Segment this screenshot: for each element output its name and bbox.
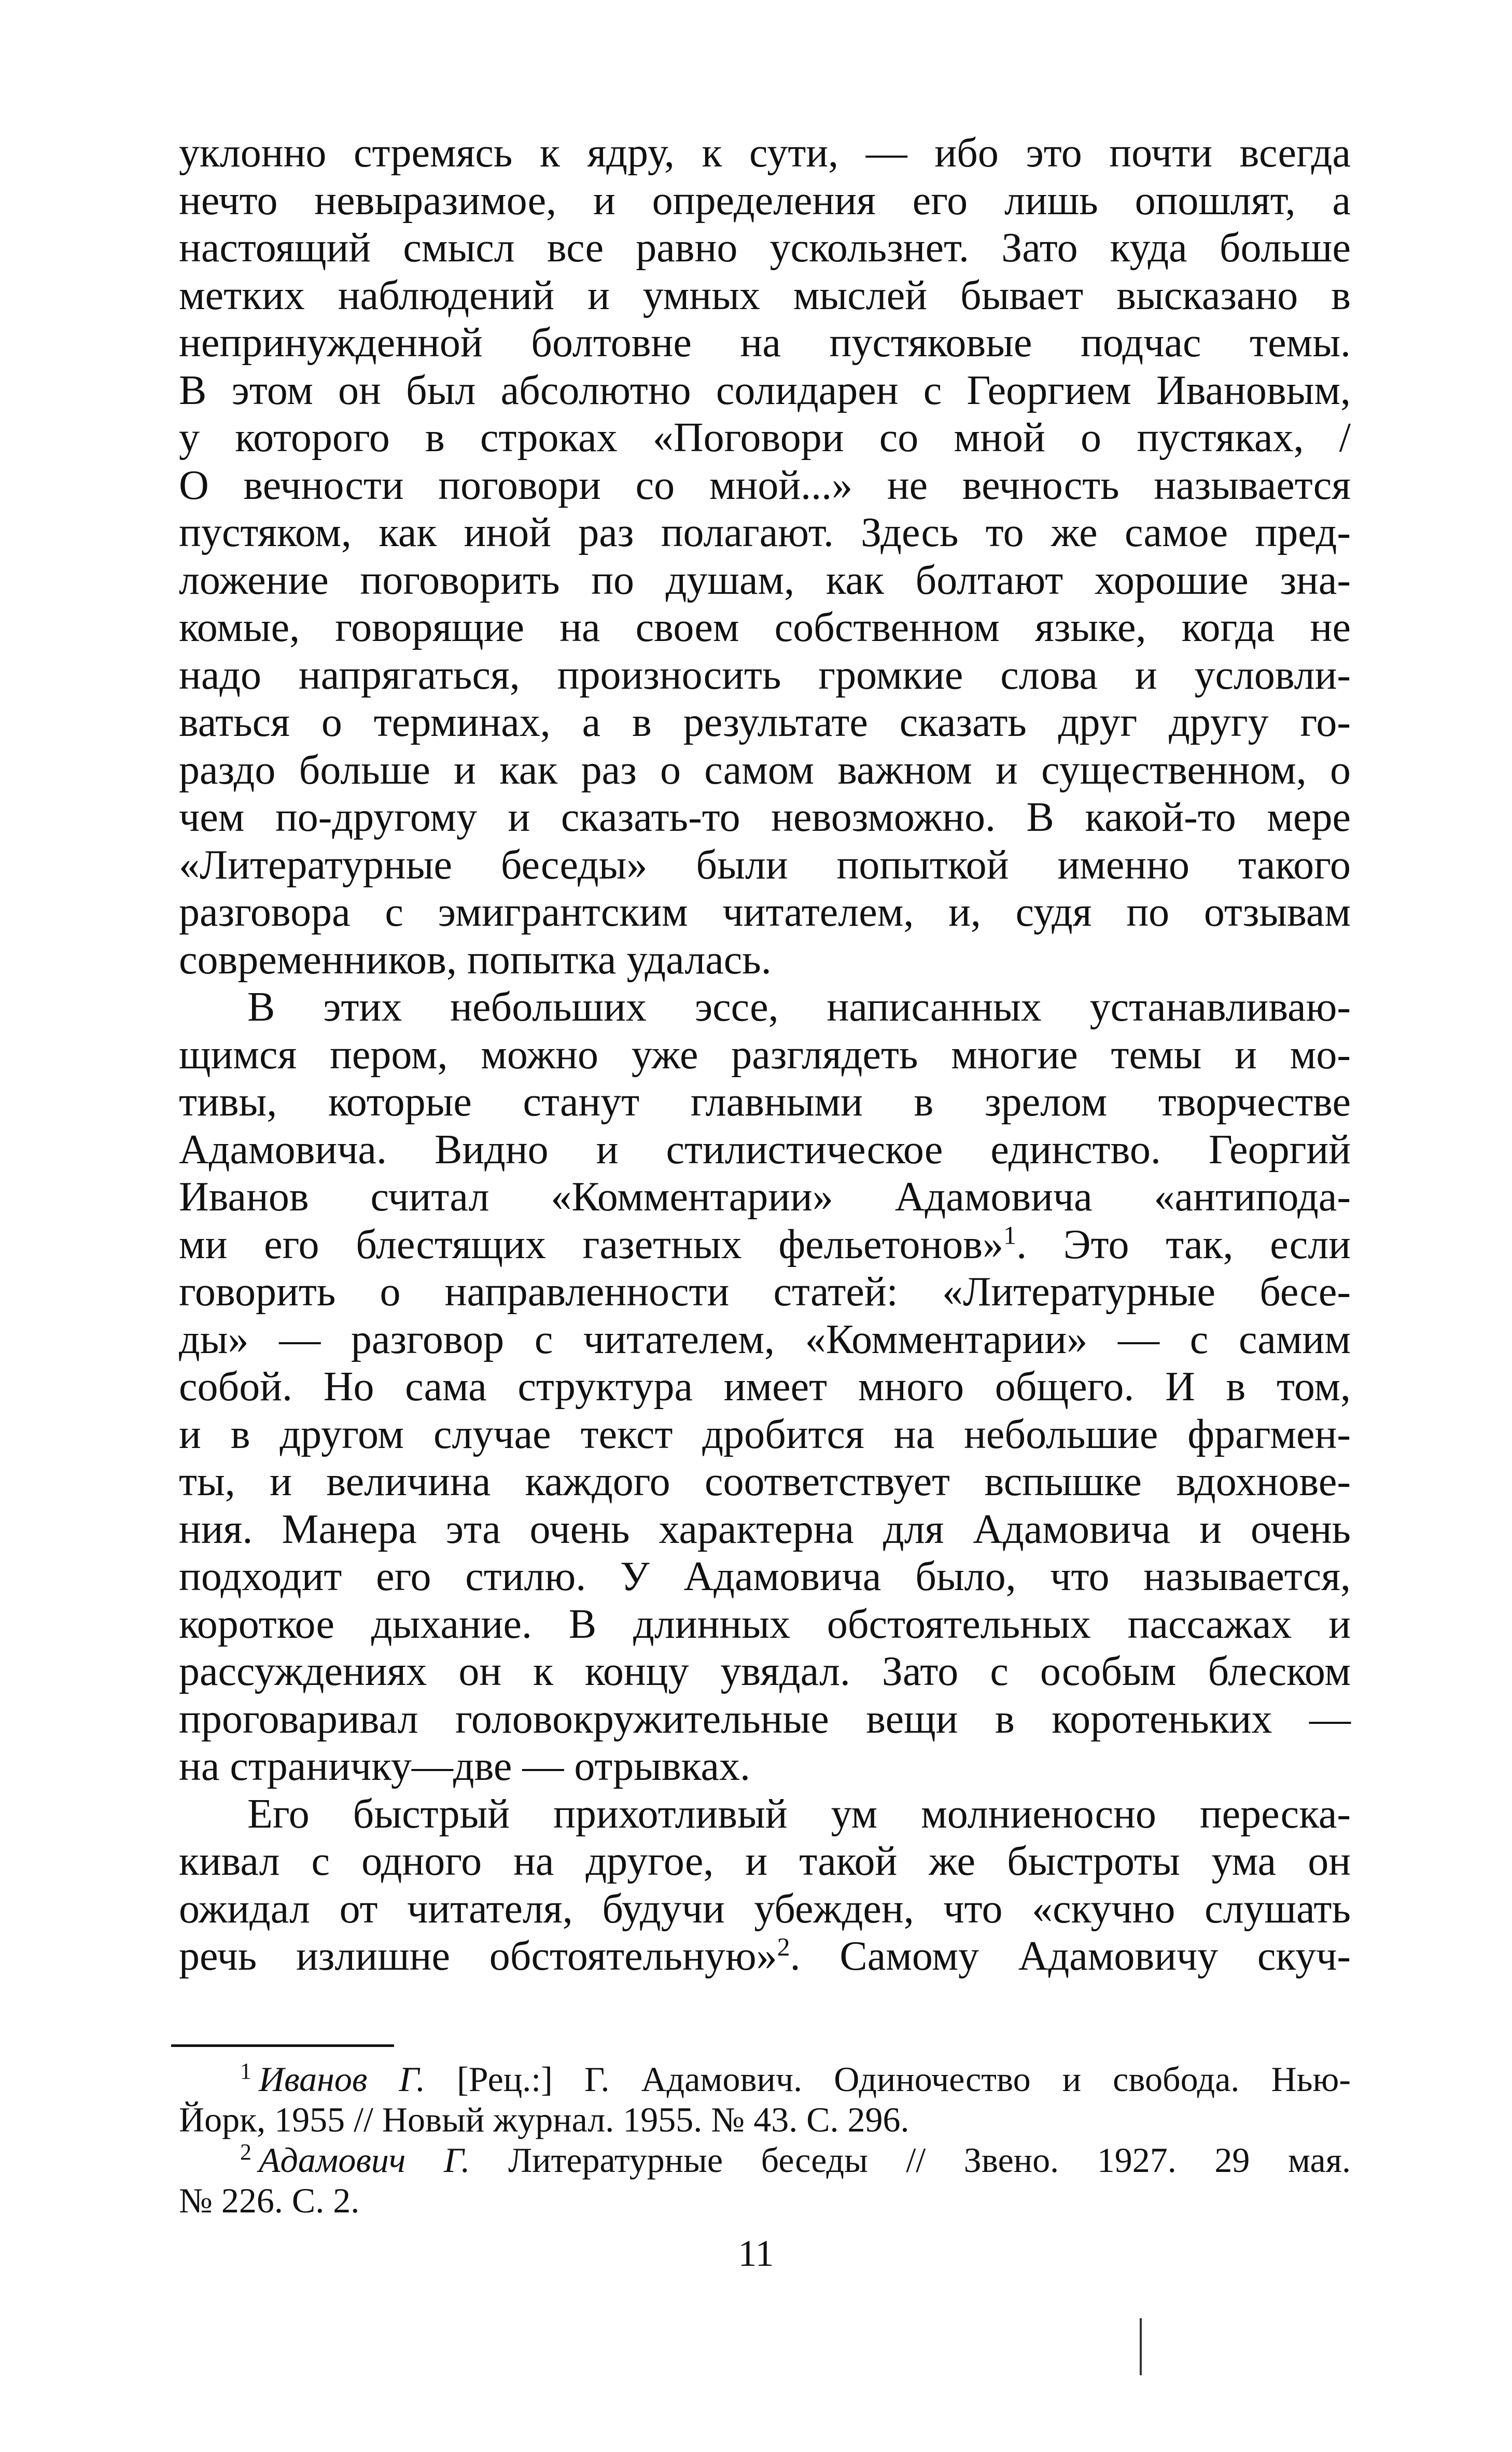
text-line: Иванов считал «Комментарии» Адамовича «антипода-: [179, 1174, 1351, 1220]
text-line-with-footnote-ref: [179, 1221, 1351, 1269]
text-line: Адамовича. Видно и стилистическое единство. Георгий: [179, 1126, 1351, 1173]
text-segment: . Самому Адамовичу скуч-: [790, 1933, 1351, 1979]
text-line: ния. Манера эта очень характерна для Адамовича и очень: [179, 1506, 1351, 1552]
text-line: собой. Но сама структура имеет много общего. И в том,: [179, 1364, 1351, 1410]
scan-artifact-line: [1140, 2318, 1142, 2375]
text-line: ожидал от читателя, будучи убежден, что «скучно слушать: [179, 1886, 1351, 1932]
text-line: чем по-другому и сказать-то невозможно. В какой-то мере: [179, 795, 1351, 840]
footnote-ref-1[interactable]: 1: [1003, 1220, 1017, 1249]
footnote-2-line: [179, 2140, 1351, 2180]
footnotes: [179, 2059, 1351, 2221]
text-line: надо напрягаться, произносить громкие слова и условли-: [179, 652, 1351, 698]
text-line: Его быстрый прихотливый ум молниеносно переска-: [247, 1791, 1351, 1837]
text-line: ды» — разговор с читателем, «Комментарии» — с самим: [179, 1316, 1351, 1362]
text-segment: речь излишне обстоятельную»: [179, 1933, 777, 1979]
text-line: рассуждениях он к концу увядал. Зато с особым блеском: [179, 1649, 1351, 1694]
text-line: В этом он был абсолютно солидарен с Георгием Ивановым,: [179, 367, 1351, 413]
footnote-number: 1: [240, 2058, 251, 2084]
main-text: [179, 130, 1351, 1981]
text-line: у которого в строках «Поговори со мной о пустяках, /: [179, 415, 1351, 461]
footnote-1-line: [179, 2059, 1351, 2099]
footnote-1-line: Йорк, 1955 // Новый журнал. 1955. № 43. С. 296.: [179, 2100, 909, 2139]
text-line: ваться о терминах, а в результате сказать друг другу го-: [179, 700, 1351, 745]
text-line: щимся пером, можно уже разглядеть многие темы и мо-: [179, 1032, 1351, 1078]
text-line: непринужденной болтовне на пустяковые подчас темы.: [179, 320, 1351, 366]
footnote-author: Иванов Г.: [259, 2059, 426, 2099]
text-line: говорить о направленности статей: «Литературные бесе-: [179, 1269, 1351, 1315]
text-line: уклонно стремясь к ядру, к сути, — ибо это почти всегда: [179, 130, 1351, 176]
text-line: на страничку—две — отрывках.: [179, 1744, 750, 1789]
text-line: ты, и величина каждого соответствует вспышке вдохнове-: [179, 1459, 1351, 1504]
text-line: нечто невыразимое, и определения его лишь опошлят, а: [179, 177, 1351, 224]
text-line: тивы, которые станут главными в зрелом творчестве: [179, 1079, 1351, 1125]
footnote-2-line: № 226. С. 2.: [179, 2181, 360, 2220]
text-line: современников, попытка удалась.: [179, 937, 772, 983]
text-line: короткое дыхание. В длинных обстоятельных пассажах и: [179, 1601, 1351, 1647]
text-line: комые, говорящие на своем собственном языке, когда не: [179, 605, 1351, 650]
text-segment: ми его блестящих газетных фельетонов»: [179, 1221, 1004, 1267]
text-segment: . Это так, если: [1016, 1221, 1351, 1267]
text-line: разговора с эмигрантским читателем, и, судя по отзывам: [179, 889, 1351, 935]
text-line: В этих небольших эссе, написанных устанавливаю-: [247, 984, 1351, 1030]
text-line: проговаривал головокружительные вещи в коротеньких —: [179, 1696, 1351, 1742]
footnote-divider: [171, 2044, 394, 2047]
text-line: О вечности поговори со мной...» не вечность называется: [179, 462, 1351, 508]
text-line: настоящий смысл все равно ускользнет. Зато куда больше: [179, 225, 1351, 271]
text-line: пустяком, как иной раз полагают. Здесь то же самое пред-: [179, 510, 1351, 555]
footnote-number: 2: [240, 2139, 251, 2165]
text-line: ложение поговорить по душам, как болтают хорошие зна-: [179, 557, 1351, 603]
text-line: раздо больше и как раз о самом важном и существенном, о: [179, 747, 1351, 793]
text-line-with-footnote-ref: [179, 1933, 1351, 1981]
footnote-text: Литературные беседы // Звено. 1927. 29 мая.: [470, 2140, 1351, 2180]
text-line: «Литературные беседы» были попыткой именно такого: [179, 842, 1351, 888]
text-line: и в другом случае текст дробится на небольшие фрагмен-: [179, 1411, 1351, 1457]
text-line: кивал с одного на другое, и такой же быстроты ума он: [179, 1838, 1351, 1884]
text-line: метких наблюдений и умных мыслей бывает высказано в: [179, 272, 1351, 318]
footnote-ref-2[interactable]: 2: [777, 1932, 790, 1961]
footnote-author: Адамович Г.: [259, 2140, 470, 2180]
text-line: подходит его стилю. У Адамовича было, что называется,: [179, 1554, 1351, 1599]
page-number: 11: [738, 2233, 774, 2274]
footnote-text: [Рец.:] Г. Адамович. Одиночество и свобода. Нью-: [425, 2059, 1351, 2099]
